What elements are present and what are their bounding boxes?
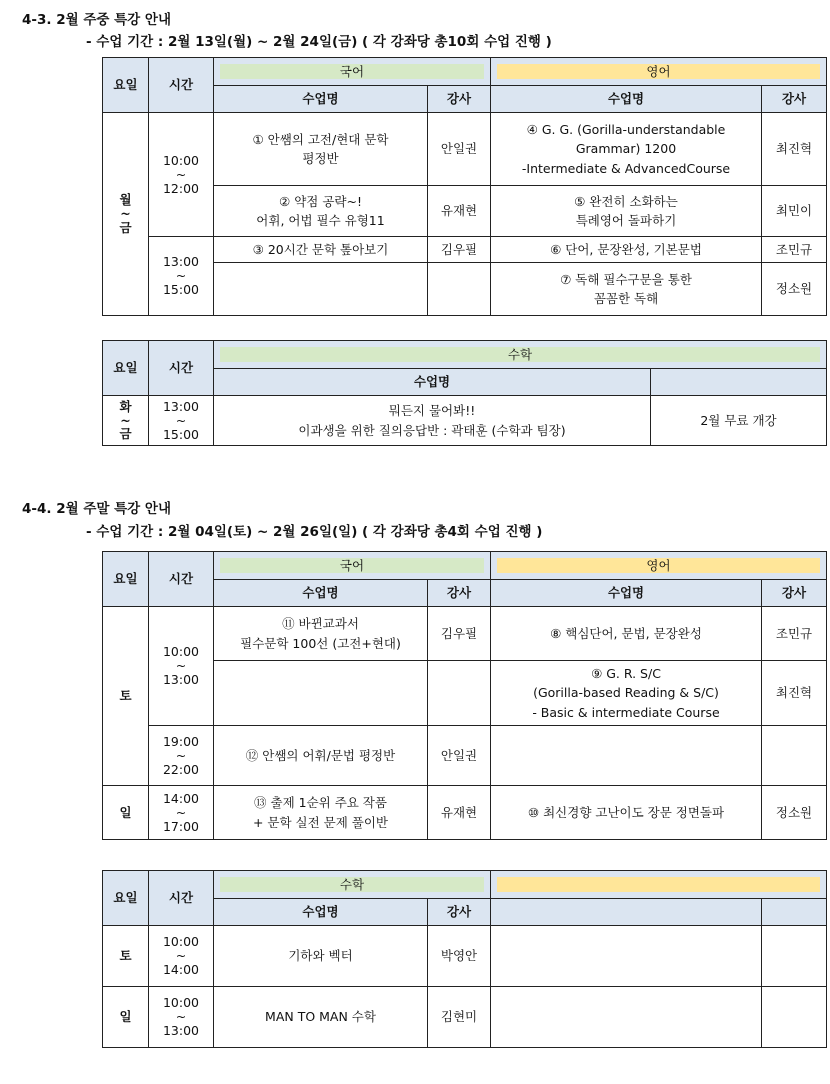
course-english: ⑧ 핵심단어, 문법, 문장완성 <box>491 607 762 661</box>
header-day: 요일 <box>103 552 149 607</box>
day-cell: 화 ~ 금 <box>103 396 149 446</box>
header-teacher-math: 강사 <box>428 899 491 926</box>
course-korean-empty <box>214 263 428 316</box>
header-course-korean: 수업명 <box>214 580 428 607</box>
teacher-korean: 유재현 <box>428 186 491 237</box>
course-math: MAN TO MAN 수학 <box>214 987 428 1048</box>
header-blank-subject <box>491 871 827 899</box>
course-korean: ⑬ 출제 1순위 주요 작품 + 문학 실전 문제 풀이반 <box>214 786 428 840</box>
header-teacher-english: 강사 <box>762 580 827 607</box>
course-english: ⑤ 완전히 소화하는 특례영어 돌파하기 <box>491 186 762 237</box>
header-course-english: 수업명 <box>491 580 762 607</box>
empty-cell <box>762 926 827 987</box>
teacher-korean: 안일권 <box>428 113 491 186</box>
teacher-korean: 김우필 <box>428 607 491 661</box>
empty-cell <box>491 926 762 987</box>
course-period-weekday: - 수업 기간 : 2월 13일(월) ~ 2월 24일(금) ( 각 강좌당 총10회 수업 진행 ) <box>86 34 552 50</box>
teacher-english: 조민규 <box>762 607 827 661</box>
teacher-math: 김현미 <box>428 987 491 1048</box>
section-heading-weekend: 4-4. 2월 주말 특강 안내 <box>22 501 171 517</box>
course-english: ⑨ G. R. S/C (Gorilla-based Reading & S/C) - Basic & intermediate Course <box>491 661 762 726</box>
header-math: 수학 <box>214 871 491 899</box>
weekend-math-table <box>102 870 827 1048</box>
teacher-korean-empty <box>428 661 491 726</box>
header-course-math: 수업명 <box>214 369 651 396</box>
teacher-math: 박영안 <box>428 926 491 987</box>
course-math: 뭐든지 물어봐!! 이과생을 위한 질의응답반 : 곽태훈 (수학과 팀장) <box>214 396 651 446</box>
course-korean: ① 안쌤의 고전/현대 문학 평정반 <box>214 113 428 186</box>
header-english: 영어 <box>491 58 827 86</box>
time-cell: 14:00 ~ 17:00 <box>149 786 214 840</box>
teacher-english: 정소원 <box>762 786 827 840</box>
header-day: 요일 <box>103 871 149 926</box>
empty-cell <box>491 987 762 1048</box>
section-heading-weekday: 4-3. 2월 주중 특강 안내 <box>22 12 171 28</box>
teacher-english: 최진혁 <box>762 661 827 726</box>
header-teacher-korean: 강사 <box>428 580 491 607</box>
header-blank <box>651 369 827 396</box>
teacher-korean: 김우필 <box>428 237 491 263</box>
header-blank <box>762 899 827 926</box>
course-korean: ⑫ 안쌤의 어휘/문법 평정반 <box>214 726 428 786</box>
day-cell-saturday: 토 <box>103 607 149 786</box>
header-course-korean: 수업명 <box>214 86 428 113</box>
course-korean: ② 약점 공략~! 어휘, 어법 필수 유형11 <box>214 186 428 237</box>
time-cell: 13:00 ~ 15:00 <box>149 396 214 446</box>
course-english: ⑥ 단어, 문장완성, 기본문법 <box>491 237 762 263</box>
teacher-english: 최진혁 <box>762 113 827 186</box>
math-note: 2월 무료 개강 <box>651 396 827 446</box>
teacher-korean: 유재현 <box>428 786 491 840</box>
header-time: 시간 <box>149 58 214 113</box>
teacher-korean-empty <box>428 263 491 316</box>
teacher-english-empty <box>762 726 827 786</box>
header-english: 영어 <box>491 552 827 580</box>
teacher-english: 조민규 <box>762 237 827 263</box>
teacher-english: 정소원 <box>762 263 827 316</box>
header-time: 시간 <box>149 552 214 607</box>
empty-cell <box>762 987 827 1048</box>
header-day: 요일 <box>103 58 149 113</box>
course-korean: ⑪ 바뀐교과서 필수문학 100선 (고전+현대) <box>214 607 428 661</box>
header-teacher-korean: 강사 <box>428 86 491 113</box>
header-time: 시간 <box>149 341 214 396</box>
time-cell: 10:00 ~ 12:00 <box>149 113 214 237</box>
time-cell: 13:00 ~ 15:00 <box>149 237 214 316</box>
course-korean: ③ 20시간 문학 톺아보기 <box>214 237 428 263</box>
time-cell: 19:00 ~ 22:00 <box>149 726 214 786</box>
weekday-schedule-table <box>102 57 827 316</box>
course-english: ⑦ 독해 필수구문을 통한 꼼꼼한 독해 <box>491 263 762 316</box>
course-period-weekend: - 수업 기간 : 2월 04일(토) ~ 2월 26일(일) ( 각 강좌당 총4회 수업 진행 ) <box>86 524 543 540</box>
course-math: 기하와 벡터 <box>214 926 428 987</box>
time-cell: 10:00 ~ 14:00 <box>149 926 214 987</box>
day-cell-sunday: 일 <box>103 786 149 840</box>
course-english: ④ G. G. (Gorilla-understandable Grammar) 1200 -Intermediate & AdvancedCourse <box>491 113 762 186</box>
header-day: 요일 <box>103 341 149 396</box>
course-english-empty <box>491 726 762 786</box>
day-cell: 월 ~ 금 <box>103 113 149 316</box>
header-blank <box>491 899 762 926</box>
header-teacher-english: 강사 <box>762 86 827 113</box>
time-cell: 10:00 ~ 13:00 <box>149 987 214 1048</box>
header-korean: 국어 <box>214 58 491 86</box>
course-english: ⑩ 최신경향 고난이도 장문 정면돌파 <box>491 786 762 840</box>
teacher-korean: 안일권 <box>428 726 491 786</box>
time-cell: 10:00 ~ 13:00 <box>149 607 214 726</box>
header-math: 수학 <box>214 341 827 369</box>
header-korean: 국어 <box>214 552 491 580</box>
weekday-math-table <box>102 340 827 446</box>
header-time: 시간 <box>149 871 214 926</box>
course-korean-empty <box>214 661 428 726</box>
header-course-math: 수업명 <box>214 899 428 926</box>
weekend-schedule-table <box>102 551 827 840</box>
header-course-english: 수업명 <box>491 86 762 113</box>
day-cell-saturday: 토 <box>103 926 149 987</box>
teacher-english: 최민이 <box>762 186 827 237</box>
day-cell-sunday: 일 <box>103 987 149 1048</box>
